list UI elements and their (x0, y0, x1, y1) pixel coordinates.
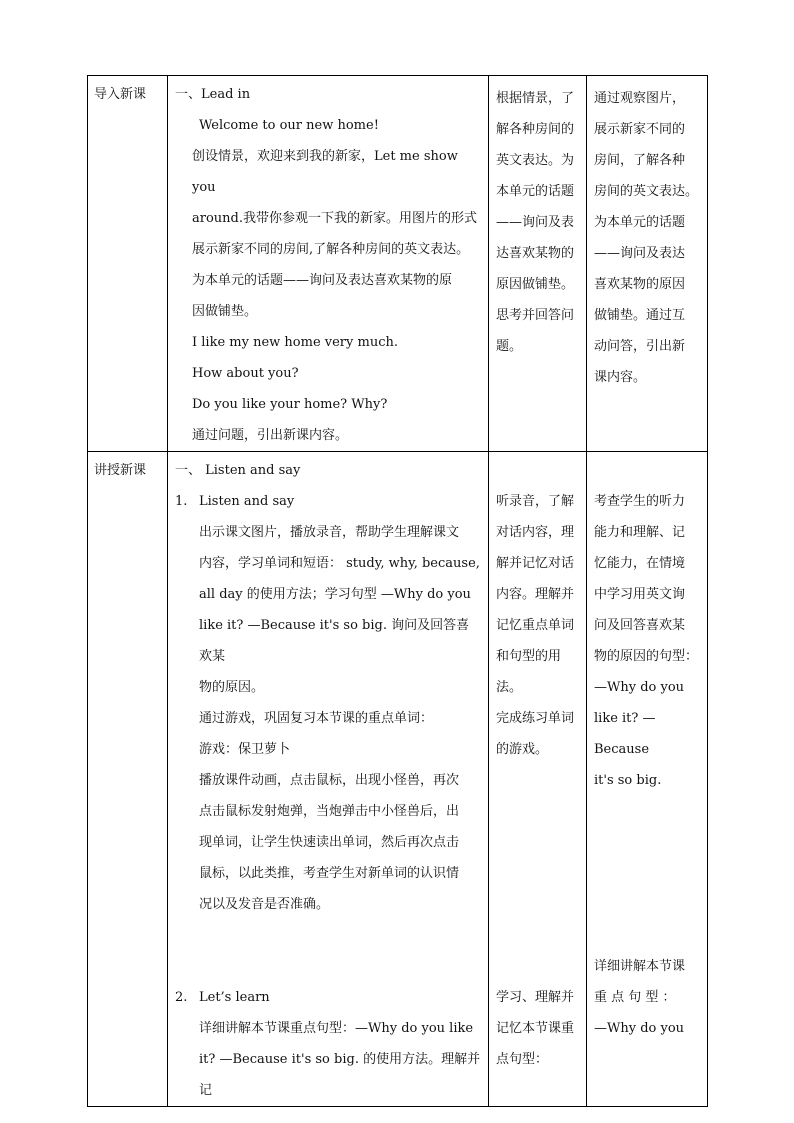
purpose-line: 忆能力，在情境 (594, 556, 686, 571)
content-cell (168, 76, 489, 452)
content-line: Do you like your home? Why? (192, 397, 388, 412)
purpose-line: ——询问及表达 (594, 246, 686, 261)
student-activity-cell (489, 452, 587, 1107)
stage-label: 导入新课 (94, 87, 147, 102)
student-line: 题。 (496, 339, 523, 354)
content-line: 创设情景，欢迎来到我的新家，Let me show you (192, 149, 458, 195)
content-line: it? —Because it's so big. 的使用方法。理解并记 (199, 1052, 481, 1098)
content-cell (168, 452, 489, 1107)
content-line: 为本单元的话题——询问及表达喜欢某物的原 (192, 273, 453, 288)
stage-label: 讲授新课 (94, 463, 147, 478)
content-lines (175, 141, 482, 451)
purpose-line: 喜欢某物的原因 (594, 277, 686, 292)
content-line: 鼠标，以此类推，考查学生对新单词的认识情 (199, 866, 460, 881)
student-line: 英文表达。为 (496, 153, 575, 168)
content-line: How about you? (192, 366, 299, 381)
content-line: 详细讲解本节课重点句型：—Why do you like (199, 1021, 474, 1036)
student-line: ——询问及表 (496, 215, 575, 230)
purpose-line: 能力和理解、记 (594, 525, 686, 540)
purpose-line: 中学习用英文询 (594, 587, 686, 602)
content-line: all day 的使用方法；学习句型 —Why do you (199, 587, 471, 602)
student-line: 达喜欢某物的 (496, 246, 575, 261)
content-line: 点击鼠标发射炮弹，当炮弹击中小怪兽后，出 (199, 804, 460, 819)
stage-cell (88, 452, 168, 1107)
item-number: 1. (175, 494, 188, 509)
student-line: 对话内容，理 (496, 525, 575, 540)
item-title: Let’s learn (199, 990, 270, 1005)
table-row-new-lesson (88, 452, 708, 1107)
content-line: 现单词，让学生快速读出单词，然后再次点击 (199, 835, 460, 850)
student-line: 听录音，了解 (496, 494, 575, 509)
purpose-cell (587, 452, 708, 1107)
student-line: 原因做铺垫。 (496, 277, 575, 292)
content-line: 物的原因。 (199, 680, 265, 695)
lesson-plan-table (87, 75, 708, 1107)
student-line: 和句型的用法。 (496, 649, 562, 695)
content-line: around.我带你参观一下我的新家。用图片的形式 (192, 211, 477, 226)
content-line: I like my new home very much. (192, 335, 398, 350)
purpose-line: 课内容。 (594, 370, 647, 385)
purpose-line: —Why do you (594, 1021, 685, 1036)
purpose-cell (587, 76, 708, 452)
student-line: 思考并回答问 (496, 308, 575, 323)
content-line: 通过游戏，巩固复习本节课的重点单词： (199, 711, 434, 726)
student-line: 根据情景，了 (496, 91, 575, 106)
purpose-line: 物的原因的句型： (594, 649, 699, 664)
purpose-line: 房间，了解各种 (594, 153, 686, 168)
purpose-line: like it? —Because (594, 711, 656, 757)
purpose-line: 通过观察图片， (594, 91, 686, 106)
welcome-line: Welcome to our new home! (199, 118, 379, 133)
student-line: 学习、理解并 (496, 990, 575, 1005)
section-heading: 一、 Listen and say (175, 463, 301, 478)
purpose-line: 动问答，引出新 (594, 339, 686, 354)
content-line: 展示新家不同的房间,了解各种房间的英文表达。 (192, 242, 470, 257)
content-line: like it? —Because it's so big. 询问及回答喜欢某 (199, 618, 470, 664)
student-line: 点句型： (496, 1052, 549, 1067)
content-line: 出示课文图片，播放录音，帮助学生理解课文 (199, 525, 460, 540)
purpose-line: 重 点 句 型 ： (594, 990, 676, 1005)
student-line: 记忆本节课重 (496, 1021, 575, 1036)
content-line: 游戏：保卫萝卜 (199, 742, 291, 757)
content-line: 因做铺垫。 (192, 304, 258, 319)
purpose-line: it's so big. (594, 773, 662, 788)
item2-lines (175, 1013, 482, 1106)
student-line: 解各种房间的 (496, 122, 575, 137)
student-line: 本单元的话题 (496, 184, 575, 199)
purpose-line: 做铺垫。通过互 (594, 308, 686, 323)
purpose-line: 问及回答喜欢某 (594, 618, 686, 633)
content-line: 通过问题，引出新课内容。 (192, 428, 349, 443)
content-line: 内容，学习单词和短语： study, why, because, (199, 556, 480, 571)
purpose-line: 为本单元的话题 (594, 215, 686, 230)
stage-cell (88, 76, 168, 452)
table-row-lead-in (88, 76, 708, 452)
student-line: 记忆重点单词 (496, 618, 575, 633)
purpose-line: 展示新家不同的 (594, 122, 686, 137)
item-number: 2. (175, 990, 188, 1005)
student-line: 的游戏。 (496, 742, 549, 757)
purpose-line: —Why do you (594, 680, 685, 695)
purpose-line: 详细讲解本节课 (594, 959, 686, 974)
student-line: 解并记忆对话 (496, 556, 575, 571)
section-heading: 一、Lead in (175, 87, 251, 102)
item1-lines (175, 517, 482, 920)
student-line: 完成练习单词 (496, 711, 575, 726)
item-title: Listen and say (199, 494, 295, 509)
student-line: 内容。理解并 (496, 587, 575, 602)
content-line: 况以及发音是否准确。 (199, 897, 330, 912)
student-activity-cell (489, 76, 587, 452)
purpose-line: 考查学生的听力 (594, 494, 686, 509)
purpose-line: 房间的英文表达。 (594, 184, 699, 199)
content-line: 播放课件动画，点击鼠标，出现小怪兽，再次 (199, 773, 460, 788)
